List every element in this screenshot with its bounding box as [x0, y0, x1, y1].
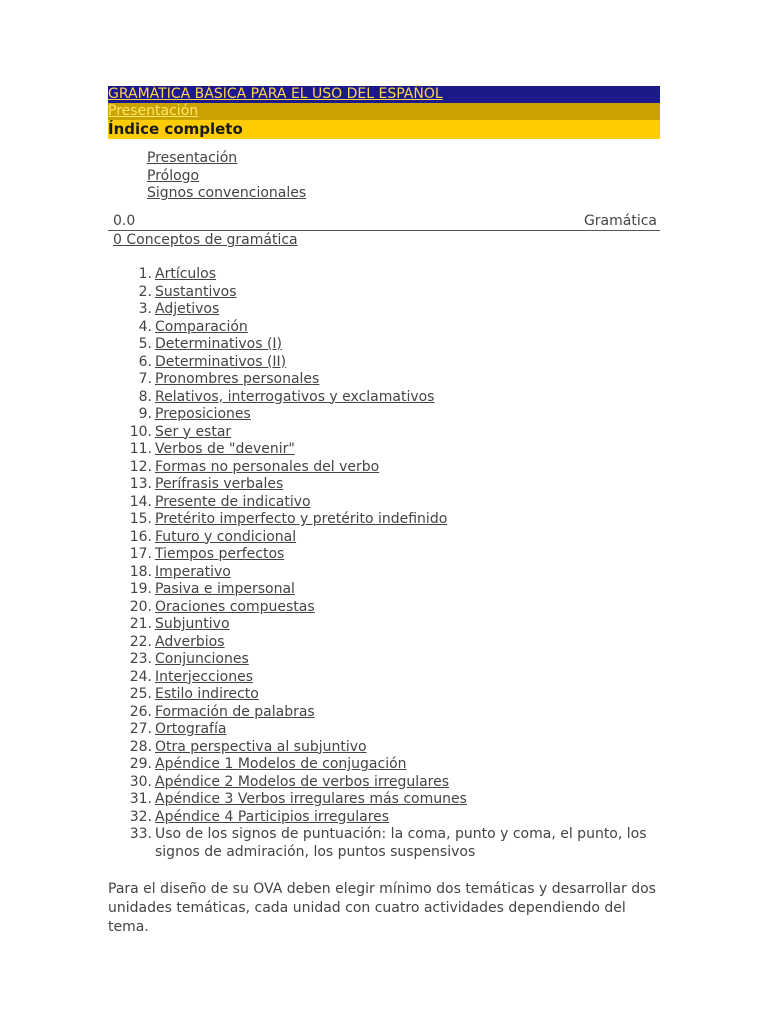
title-link[interactable]: GRAMÁTICA BÁSICA PARA EL USO DEL ESPAÑOL: [108, 86, 443, 102]
toc-item: [108, 511, 660, 529]
toc-item-link[interactable]: Apéndice 2 Modelos de verbos irregulares: [155, 773, 450, 790]
toc-item-number: 4.: [138, 318, 152, 335]
toc-item-number: 28.: [129, 738, 152, 755]
toc-item-number: 1.: [138, 266, 152, 282]
toc-item-number: 25.: [129, 686, 152, 702]
toc-item-number: 21.: [129, 616, 152, 632]
toc-item-link[interactable]: Adverbios: [155, 633, 225, 650]
toc-item-number: 15.: [129, 511, 152, 527]
toc-item-number: 12.: [129, 458, 152, 475]
toc-item-link[interactable]: Sustantivos: [155, 283, 237, 300]
toc-item-link[interactable]: Formas no personales del verbo: [155, 458, 380, 475]
toc-item: [108, 371, 660, 389]
instruction-paragraph: Para el diseño de su OVA deben elegir mínimo dos temáticas y desarrollar dos unidades temáticas, cada unidad con cuatro actividades dependiendo del tema.: [108, 881, 656, 935]
list-item: [147, 168, 306, 186]
toc-item-number: 30.: [129, 773, 152, 790]
toc-item-number: 8.: [138, 388, 152, 405]
toc-item-link[interactable]: Subjuntivo: [155, 616, 230, 632]
toc-item-number: 14.: [129, 493, 152, 510]
toc-item: [108, 651, 660, 669]
toc-item: [108, 546, 660, 564]
toc-item-number: 33.: [129, 826, 152, 842]
toc-item-link[interactable]: Apéndice 4 Participios irregulares: [155, 808, 390, 825]
toc-item: [108, 581, 660, 599]
toc-item-text: Uso de los signos de puntuación: la coma, punto y coma, el punto, los signos de admiración, los puntos suspensivos: [155, 826, 647, 860]
toc-item-link[interactable]: Comparación: [155, 318, 248, 335]
toc-item-link[interactable]: Futuro y condicional: [155, 528, 297, 545]
toc-item: [108, 616, 660, 634]
index-heading: Índice completo: [108, 120, 660, 139]
toc-item-link[interactable]: Formación de palabras: [155, 703, 315, 720]
toc-item: [108, 564, 660, 582]
toc-item: [108, 634, 660, 652]
toc-item: [108, 301, 660, 319]
toc-item: [108, 599, 660, 617]
toc-item-number: 24.: [129, 668, 152, 685]
toc-item: [108, 476, 660, 494]
toc-item: [108, 704, 660, 722]
toc-item-number: 2.: [138, 283, 152, 300]
toc-item-link[interactable]: Ser y estar: [155, 423, 232, 440]
toc-item: [108, 529, 660, 547]
toc-item-link[interactable]: Apéndice 3 Verbos irregulares más comunes: [155, 791, 467, 807]
toc-item-link[interactable]: Otra perspectiva al subjuntivo: [155, 738, 367, 755]
toc-item-link[interactable]: Relativos, interrogativos y exclamativos: [155, 388, 435, 405]
toc-item-number: 26.: [129, 703, 152, 720]
toc-item-link[interactable]: Tiempos perfectos: [155, 546, 285, 562]
toc-item-link[interactable]: Interjecciones: [155, 668, 253, 685]
toc-item-number: 9.: [138, 406, 152, 422]
toc-item: [108, 686, 660, 704]
toc-item-link[interactable]: Perífrasis verbales: [155, 476, 284, 492]
toc-item-number: 10.: [129, 423, 152, 440]
toc-item: [108, 791, 660, 809]
toc-item-link[interactable]: Pretérito imperfecto y pretérito indefinido: [155, 511, 448, 527]
toc-item-number: 3.: [138, 301, 152, 317]
toc-item-number: 7.: [138, 371, 152, 387]
toc-item-link[interactable]: Apéndice 1 Modelos de conjugación: [155, 756, 407, 772]
intro-links: [147, 150, 306, 203]
presentation-link[interactable]: Presentación: [108, 103, 199, 119]
toc-item-link[interactable]: Presente de indicativo: [155, 493, 311, 510]
toc-item-number: 16.: [129, 528, 152, 545]
toc-item-link[interactable]: Pasiva e impersonal: [155, 581, 295, 597]
toc-item-number: 22.: [129, 633, 152, 650]
sublink-presentacion[interactable]: Presentación: [147, 150, 238, 166]
toc-item: [108, 774, 660, 792]
toc-item: [108, 336, 660, 354]
section-title: Gramática: [583, 213, 657, 229]
toc-item-link[interactable]: Verbos de "devenir": [155, 441, 295, 457]
toc-item-link[interactable]: Determinativos (II): [155, 353, 287, 370]
toc-item-number: 29.: [129, 756, 152, 772]
toc-item: [108, 424, 660, 442]
title-bar: [108, 86, 660, 103]
toc-item-link[interactable]: Preposiciones: [155, 406, 251, 422]
toc-item-number: 32.: [129, 808, 152, 825]
toc-item: [108, 389, 660, 407]
sublink-signos[interactable]: Signos convencionales: [147, 185, 307, 202]
toc-item-link[interactable]: Imperativo: [155, 563, 231, 580]
presentation-bar: [108, 103, 660, 120]
toc-item: [108, 756, 660, 774]
table-of-contents: [108, 266, 660, 862]
document-page: [108, 86, 660, 935]
toc-item-number: 23.: [129, 651, 152, 667]
toc-item: [108, 459, 660, 477]
toc-item-number: 27.: [129, 721, 152, 737]
toc-item: [108, 809, 660, 827]
toc-item-link[interactable]: Estilo indirecto: [155, 686, 259, 702]
section-header-row: [108, 213, 660, 231]
toc-item: [108, 494, 660, 512]
toc-item: [108, 441, 660, 459]
toc-item-number: 6.: [138, 353, 152, 370]
list-item: [147, 150, 306, 168]
toc-item-number: 19.: [129, 581, 152, 597]
section-number: 0.0: [113, 213, 136, 229]
toc-item-number: 5.: [138, 336, 152, 352]
toc-item-number: 11.: [129, 441, 152, 457]
sublink-prologo[interactable]: Prólogo: [147, 167, 200, 184]
toc-item-number: 13.: [129, 476, 152, 492]
toc-item-link[interactable]: Oraciones compuestas: [155, 598, 315, 615]
toc-item: [108, 826, 660, 862]
toc-item-number: 17.: [129, 546, 152, 562]
toc-item-link[interactable]: Determinativos (I): [155, 336, 283, 352]
toc-item-link[interactable]: Ortografía: [155, 721, 227, 737]
toc-item-link[interactable]: Pronombres personales: [155, 371, 320, 387]
toc-item: [108, 284, 660, 302]
concepts-link[interactable]: 0 Conceptos de gramática: [113, 232, 298, 248]
toc-item-link[interactable]: Artículos: [155, 266, 217, 282]
toc-item: [108, 721, 660, 739]
toc-item: [108, 406, 660, 424]
list-item: [147, 185, 306, 203]
toc-item: [108, 669, 660, 687]
toc-item-number: 18.: [129, 563, 152, 580]
toc-item: [108, 739, 660, 757]
toc-item-link[interactable]: Adjetivos: [155, 301, 220, 317]
toc-item: [108, 354, 660, 372]
toc-item-number: 31.: [129, 791, 152, 807]
toc-item: [108, 319, 660, 337]
toc-item-link[interactable]: Conjunciones: [155, 651, 249, 667]
toc-item: [108, 266, 660, 284]
toc-item-number: 20.: [129, 598, 152, 615]
